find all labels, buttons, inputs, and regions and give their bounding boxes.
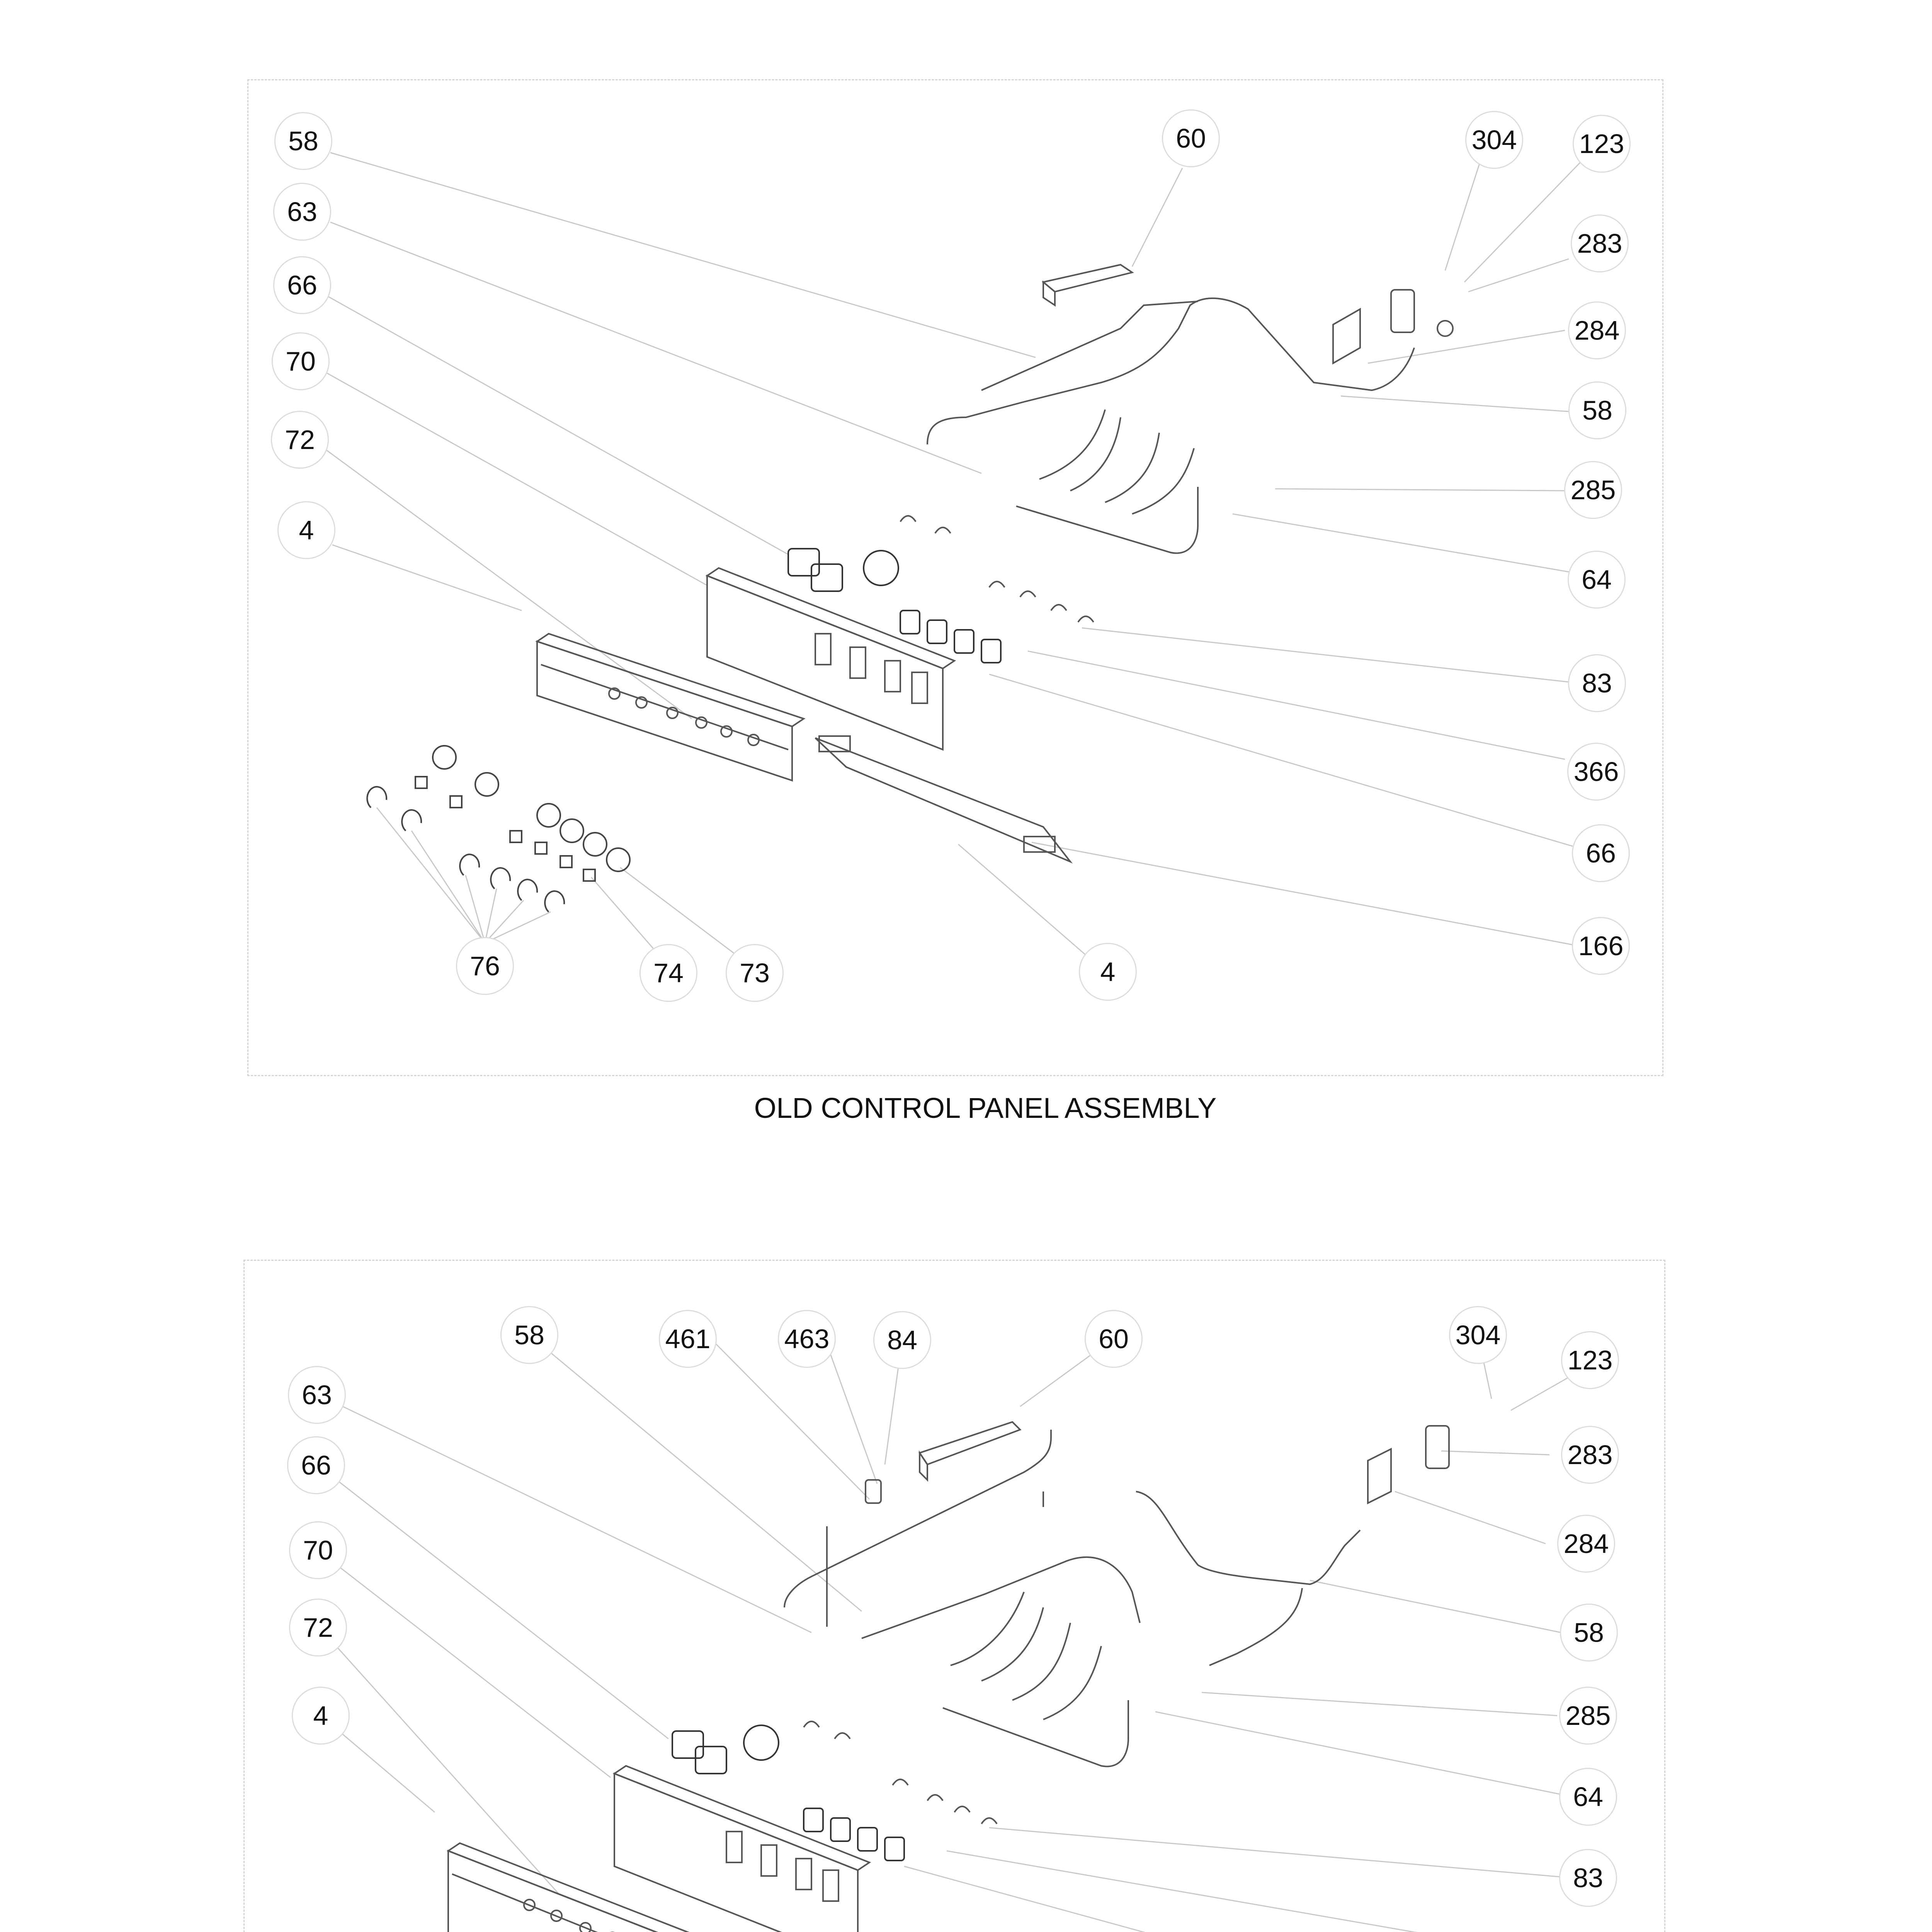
new-parts bbox=[280, 1422, 1449, 1932]
callout-66: 66 bbox=[1572, 824, 1630, 882]
callout-70: 70 bbox=[272, 332, 330, 390]
callout-123: 123 bbox=[1561, 1331, 1619, 1389]
callout-4: 4 bbox=[1079, 943, 1137, 1001]
callout-64: 64 bbox=[1568, 551, 1626, 609]
callout-304: 304 bbox=[1465, 111, 1523, 169]
callout-461: 461 bbox=[659, 1310, 717, 1368]
callout-283: 283 bbox=[1561, 1426, 1619, 1484]
new-leader-lines bbox=[290, 1335, 1592, 1932]
callout-60: 60 bbox=[1085, 1310, 1143, 1368]
callout-70: 70 bbox=[289, 1521, 347, 1579]
callout-83: 83 bbox=[1568, 654, 1626, 712]
old-leader-lines bbox=[327, 153, 1580, 972]
callout-4: 4 bbox=[277, 501, 335, 559]
callout-283: 283 bbox=[1571, 214, 1629, 272]
callout-66: 66 bbox=[287, 1436, 345, 1494]
old-panel-title: OLD CONTROL PANEL ASSEMBLY bbox=[754, 1092, 1217, 1124]
callout-58: 58 bbox=[274, 112, 332, 170]
callout-63: 63 bbox=[273, 183, 331, 241]
callout-84: 84 bbox=[873, 1311, 931, 1369]
callout-4: 4 bbox=[292, 1687, 350, 1745]
callout-63: 63 bbox=[288, 1366, 346, 1424]
callout-72: 72 bbox=[289, 1599, 347, 1656]
callout-58: 58 bbox=[500, 1306, 558, 1364]
callout-60: 60 bbox=[1162, 109, 1220, 167]
callout-58: 58 bbox=[1568, 381, 1626, 439]
callout-76: 76 bbox=[456, 937, 514, 995]
callout-74: 74 bbox=[639, 944, 697, 1002]
callout-304: 304 bbox=[1449, 1306, 1507, 1364]
callout-166: 166 bbox=[1572, 917, 1630, 975]
callout-58: 58 bbox=[1560, 1604, 1618, 1662]
callout-72: 72 bbox=[271, 411, 329, 469]
callout-66: 66 bbox=[273, 256, 331, 314]
old-parts bbox=[367, 265, 1453, 912]
callout-73: 73 bbox=[726, 944, 784, 1002]
callout-285: 285 bbox=[1559, 1687, 1617, 1745]
callout-463: 463 bbox=[778, 1310, 836, 1368]
callout-285: 285 bbox=[1564, 461, 1622, 519]
callout-284: 284 bbox=[1568, 301, 1626, 359]
callout-83: 83 bbox=[1559, 1849, 1617, 1907]
callout-64: 64 bbox=[1559, 1768, 1617, 1826]
callout-284: 284 bbox=[1557, 1515, 1615, 1573]
callout-123: 123 bbox=[1573, 115, 1631, 173]
callout-366: 366 bbox=[1567, 743, 1625, 801]
